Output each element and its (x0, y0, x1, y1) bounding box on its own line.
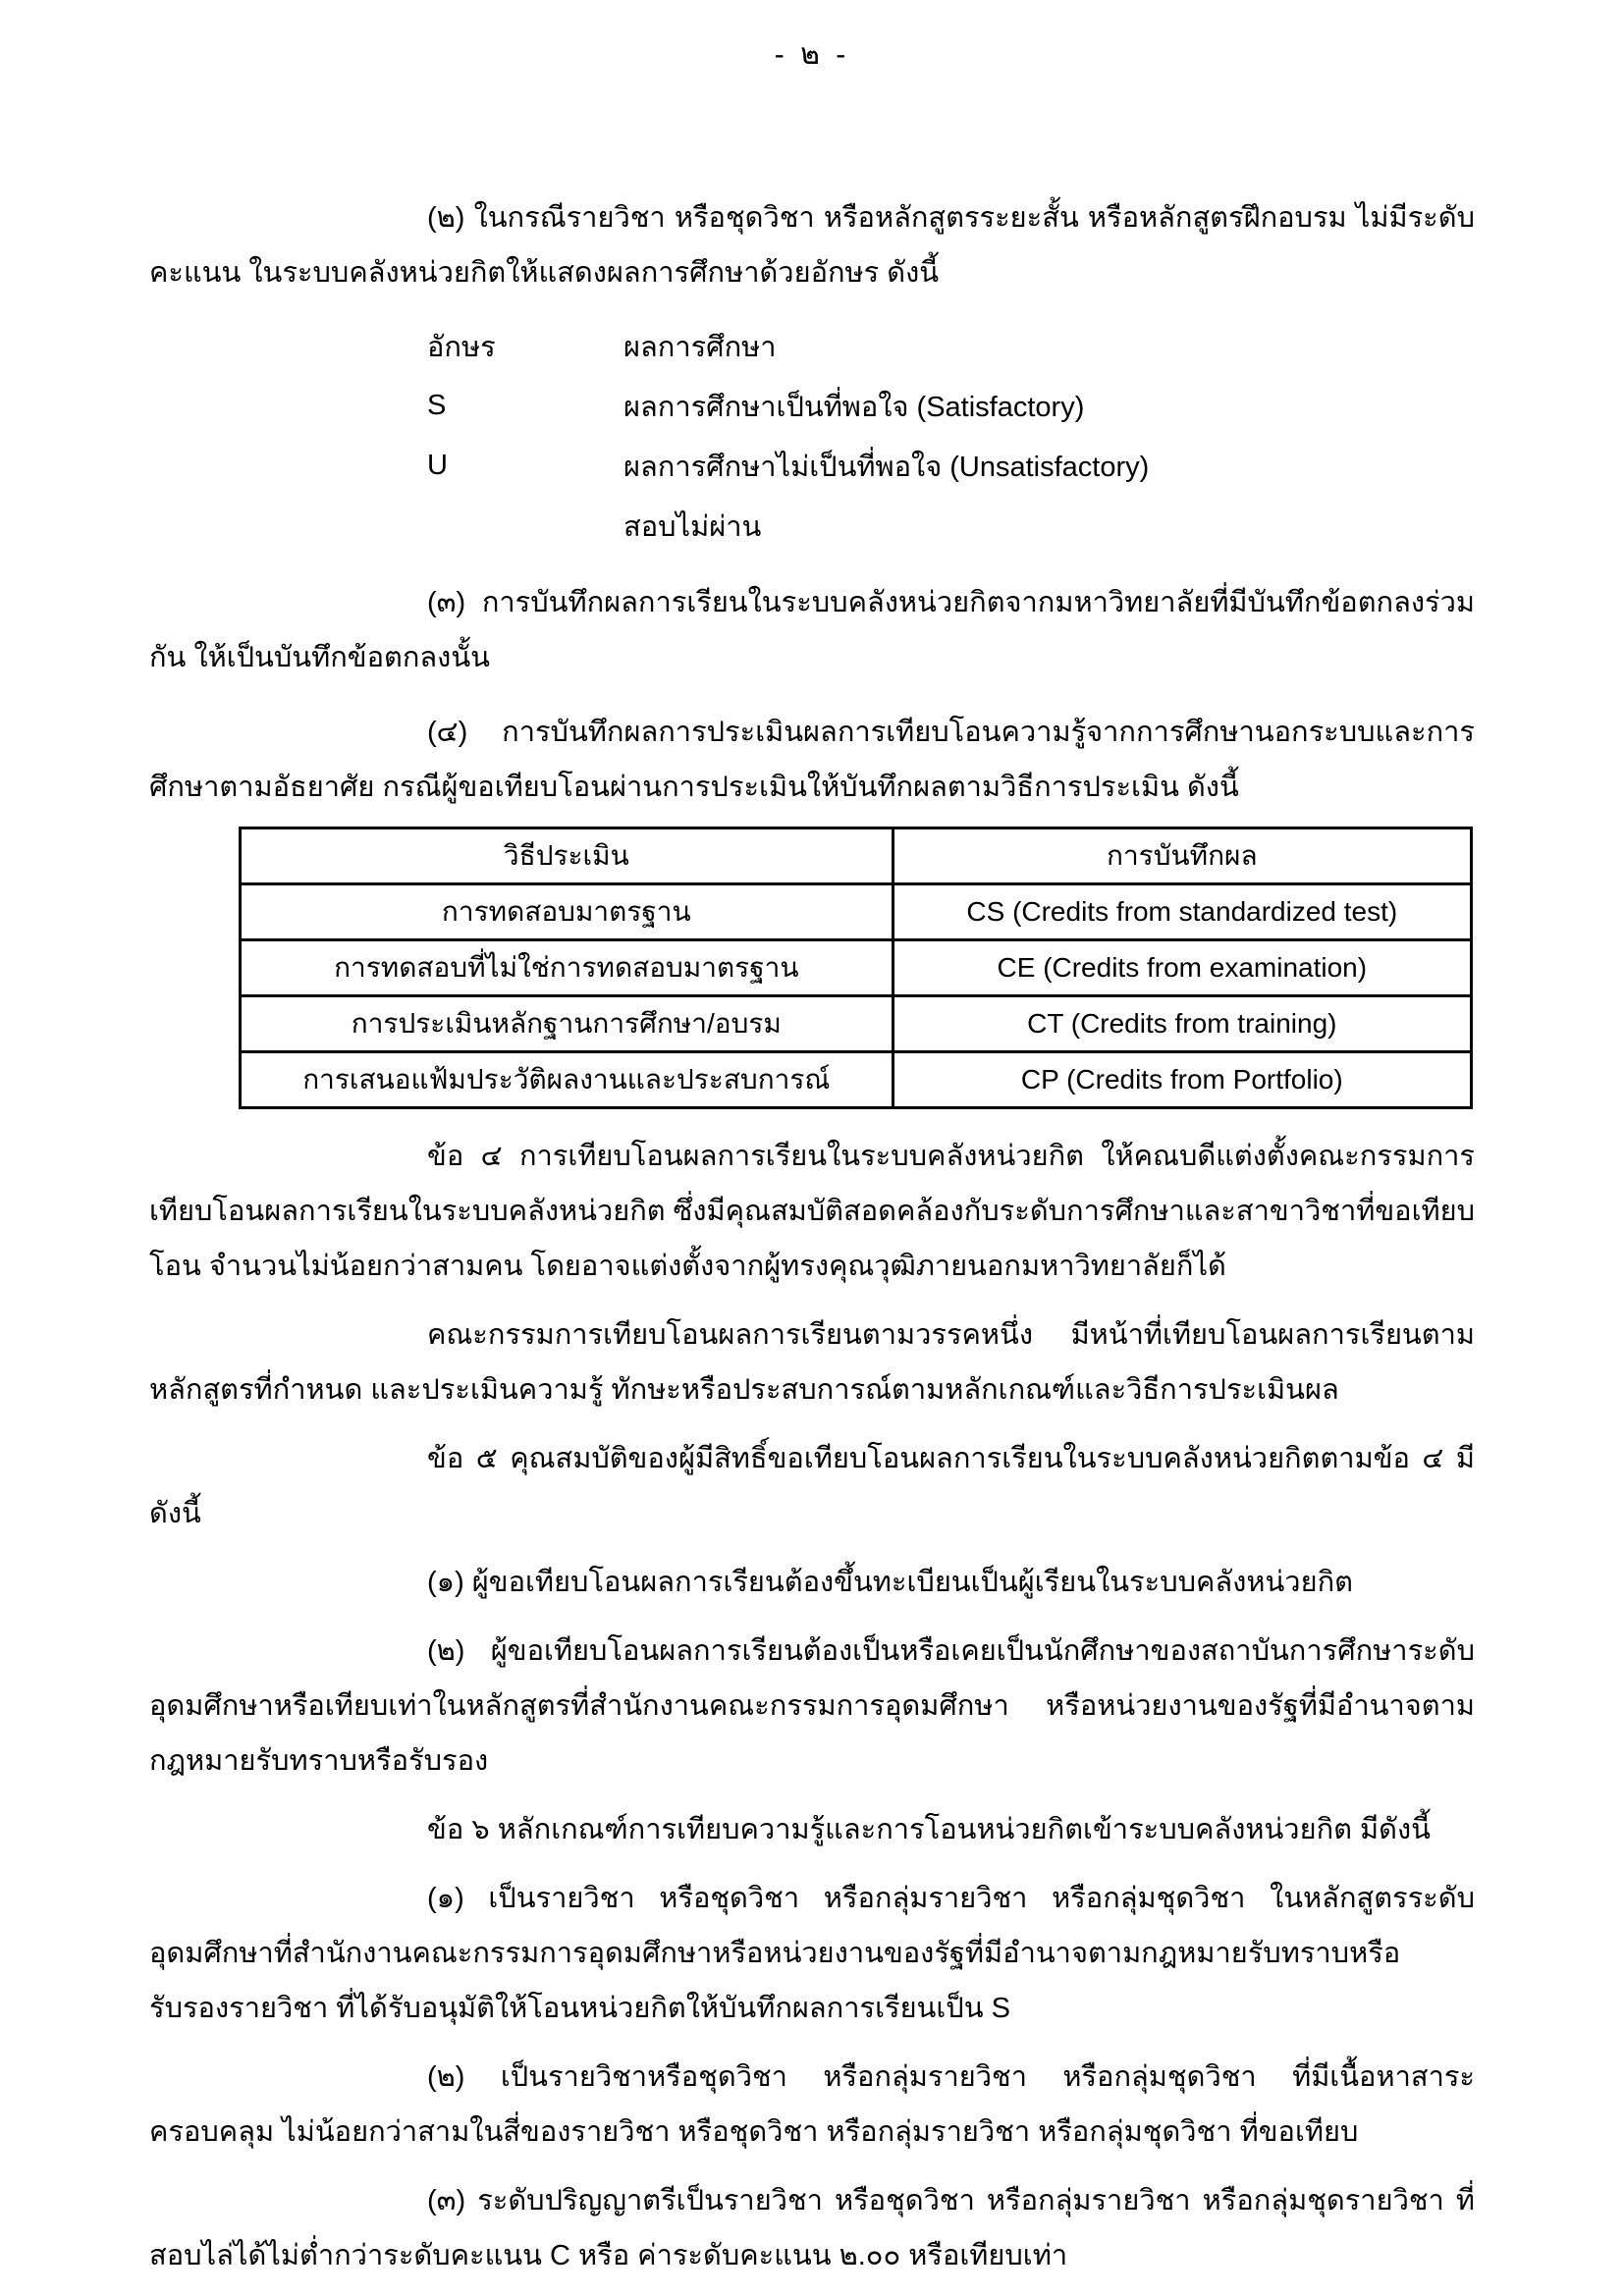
table-cell-record: CS (Credits from standardized test) (893, 884, 1471, 940)
grade-list-row-u (427, 436, 1475, 496)
table-cell-method: การทดสอบที่ไม่ใช่การทดสอบมาตรฐาน (241, 940, 893, 996)
table-row (241, 996, 1472, 1052)
table-cell-record: CP (Credits from Portfolio) (893, 1052, 1471, 1108)
grade-list-row-s (427, 376, 1475, 436)
table-header-method: วิธีประเมิน (241, 828, 893, 884)
paragraph-clause-5: ข้อ ๕ คุณสมบัติของผู้มีสิทธิ์ขอเทียบโอนผลการเรียนในระบบคลังหน่วยกิตตามข้อ ๔ มีดังนี้ (149, 1443, 1475, 1529)
grade-list-row-fail (427, 496, 1475, 556)
paragraph-clause-5-2: (๒) ผู้ขอเทียบโอนผลการเรียนต้องเป็นหรือเคยเป็นนักศึกษาของสถาบันการศึกษาระดับอุดมศึกษาหรือเทียบเท่าในหลักสูตรที่สำนักงานคณะกรรมการอุดมศึกษา หรือหน่วยงานของรัฐที่มีอำนาจตามกฎหมายรับทราบหรือรับรอง (149, 1635, 1475, 1777)
paragraph-clause-6-2: (๒) เป็นรายวิชาหรือชุดวิชา หรือกลุ่มรายวิชา หรือกลุ่มชุดวิชา ที่มีเนื้อหาสาระครอบคลุม ไม่น้อยกว่าสามในสี่ของรายวิชา หรือชุดวิชา หรือกลุ่มรายวิชา หรือกลุ่มชุดวิชา ที่ขอเทียบ (149, 2061, 1475, 2148)
paragraph-clause-5-1: (๑) ผู้ขอเทียบโอนผลการเรียนต้องขึ้นทะเบียนเป็นผู้เรียนในระบบคลังหน่วยกิต (427, 1567, 1353, 1598)
grade-letter-value: S (427, 390, 447, 421)
grade-desc-label: ผลการศึกษา (623, 331, 777, 363)
table-row (241, 884, 1472, 940)
paragraph-clause-6: ข้อ ๖ หลักเกณฑ์การเทียบความรู้และการโอนหน่วยกิตเข้าระบบคลังหน่วยกิต มีดังนี้ (427, 1814, 1431, 1845)
grade-desc-value: สอบไม่ผ่าน (623, 510, 762, 543)
grade-letter-list (149, 316, 1475, 556)
paragraph-item-2: (๒) ในกรณีรายวิชา หรือชุดวิชา หรือหลักสูตรระยะสั้น หรือหลักสูตรฝึกอบรม ไม่มีระดับคะแนน ในระบบคลังหน่วยกิตให้แสดงผลการศึกษาด้วยอักษร ดังนี้ (149, 202, 1475, 289)
table-row (241, 1052, 1472, 1108)
table-header-record: การบันทึกผล (893, 828, 1471, 884)
grade-letter-label: อักษร (427, 331, 496, 363)
paragraph-clause-6-3: (๓) ระดับปริญญาตรีเป็นรายวิชา หรือชุดวิชา หรือกลุ่มรายวิชา หรือกลุ่มชุดรายวิชา ที่สอบไล่ได้ไม่ต่ำกว่าระดับคะแนน C หรือ ค่าระดับคะแนน ๒.๐๐ หรือเทียบเท่า (149, 2185, 1475, 2271)
paragraph-clause-4: ข้อ ๔ การเทียบโอนผลการเรียนในระบบคลังหน่วยกิต ให้คณบดีแต่งตั้งคณะกรรมการเทียบโอนผลการเรียนในระบบคลังหน่วยกิต ซึ่งมีคุณสมบัติสอดคล้องกับระดับการศึกษาและสาขาวิชาที่ขอเทียบโอน จำนวนไม่น้อยกว่าสามคน โดยอาจแต่งตั้งจากผู้ทรงคุณวุฒิภายนอกมหาวิทยาลัยก็ได้ (149, 1141, 1476, 1282)
table-cell-record: CE (Credits from examination) (893, 940, 1471, 996)
grade-desc-value: ผลการศึกษาเป็นที่พอใจ (Satisfactory) (623, 391, 1085, 423)
table-cell-record: CT (Credits from training) (893, 996, 1471, 1052)
table-cell-method: การเสนอแฟ้มประวัติผลงานและประสบการณ์ (241, 1052, 893, 1108)
table-row (241, 940, 1472, 996)
table-cell-method: การทดสอบมาตรฐาน (241, 884, 893, 940)
page-number: - ๒ - (774, 38, 850, 71)
paragraph-clause-4-2: คณะกรรมการเทียบโอนผลการเรียนตามวรรคหนึ่ง มีหน้าที่เทียบโอนผลการเรียนตามหลักสูตรที่กำหนด และประเมินความรู้ ทักษะหรือประสบการณ์ตามหลักเกณฑ์และวิธีการประเมินผล (149, 1319, 1475, 1406)
paragraph-clause-6-1: (๑) เป็นรายวิชา หรือชุดวิชา หรือกลุ่มรายวิชา หรือกลุ่มชุดวิชา ในหลักสูตรระดับอุดมศึกษาที่สำนักงานคณะกรรมการอุดมศึกษาหรือหน่วยงานของรัฐที่มีอำนาจตามกฎหมายรับทราบหรือรับรองรายวิชา ที่ได้รับอนุมัติให้โอนหน่วยกิตให้บันทึกผลการเรียนเป็น S (149, 1883, 1475, 2024)
grade-letter-value: U (427, 450, 448, 481)
paragraph-item-4: (๔) การบันทึกผลการประเมินผลการเทียบโอนความรู้จากการศึกษานอกระบบและการศึกษาตามอัธยาศัย กรณีผู้ขอเทียบโอนผ่านการประเมินให้บันทึกผลตามวิธีการประเมิน ดังนี้ (149, 717, 1475, 803)
grade-list-header-row (427, 316, 1475, 376)
paragraph-item-3: (๓) การบันทึกผลการเรียนในระบบคลังหน่วยกิตจากมหาวิทยาลัยที่มีบันทึกข้อตกลงร่วมกัน ให้เป็นบันทึกข้อตกลงนั้น (149, 587, 1475, 673)
grade-desc-value: ผลการศึกษาไม่เป็นที่พอใจ (Unsatisfactory) (623, 451, 1150, 483)
assessment-methods-table (239, 827, 1473, 1109)
table-cell-method: การประเมินหลักฐานการศึกษา/อบรม (241, 996, 893, 1052)
table-header-row (241, 828, 1472, 884)
